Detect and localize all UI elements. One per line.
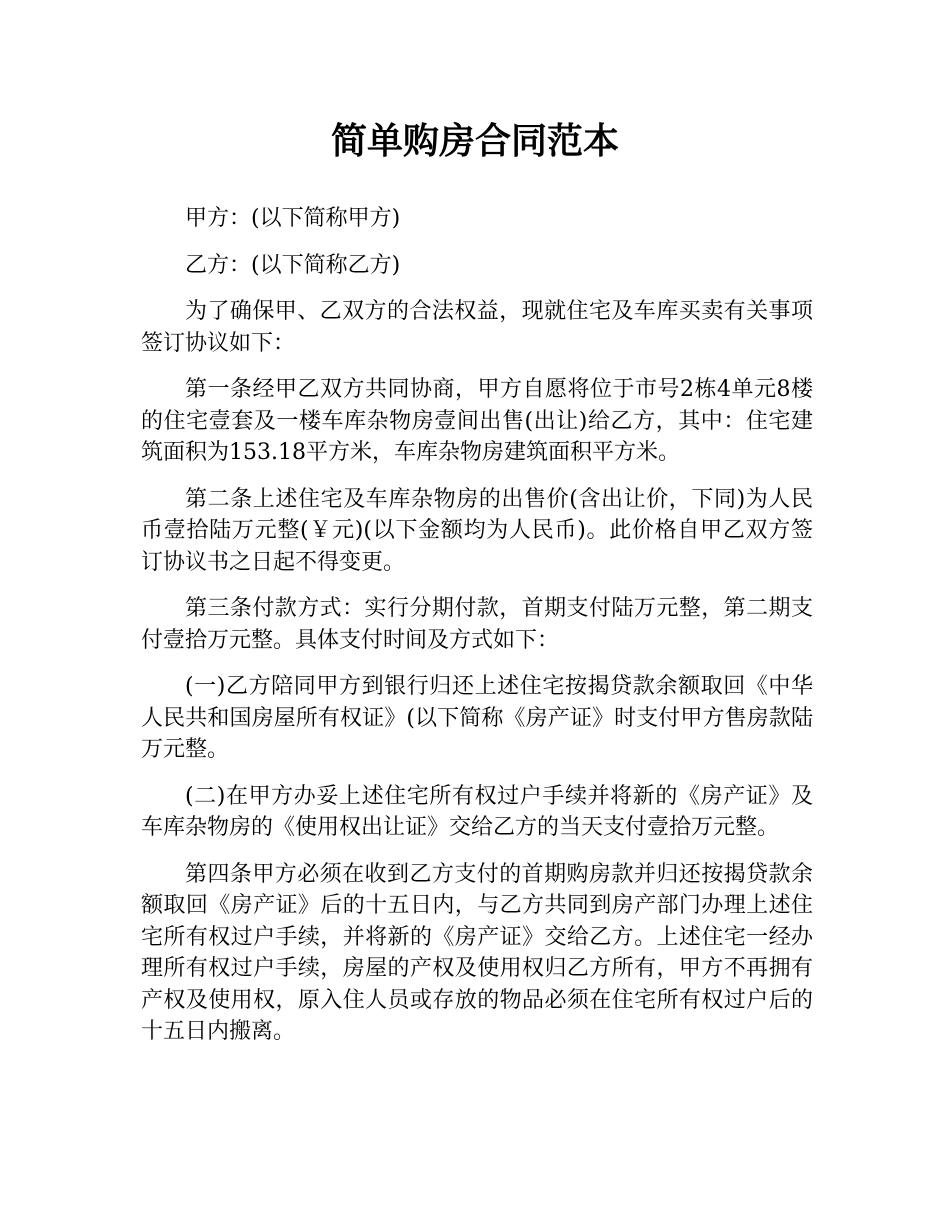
preamble-paragraph: 为了确保甲、乙双方的合法权益，现就住宅及车库买卖有关事项签订协议如下： bbox=[141, 299, 813, 356]
article-1-paragraph: 第一条经甲乙双方共同协商，甲方自愿将位于市号2栋4单元8楼的住宅壹套及一楼车库杂物房壹间出售(出让)给乙方，其中：住宅建筑面积为153.18平方米，车库杂物房建筑面积平方米。 bbox=[141, 377, 813, 465]
article-4-paragraph: 第四条甲方必须在收到乙方支付的首期购房款并归还按揭贷款余额取回《房产证》后的十五日内，与乙方共同到房产部门办理上述住宅所有权过户手续，并将新的《房产证》交给乙方。上述住宅一经办理所有权过户手续，房屋的产权及使用权归乙方所有，甲方不再拥有产权及使用权，原入住人员或存放的物品必须在住宅所有权过户后的十五日内搬离。 bbox=[141, 861, 813, 1044]
article-2-paragraph: 第二条上述住宅及车库杂物房的出售价(含出让价，下同)为人民币壹拾陆万元整(￥元)(以下金额均为人民币)。此价格自甲乙双方签订协议书之日起不得变更。 bbox=[141, 486, 813, 575]
article-3-item-1-paragraph: (一)乙方陪同甲方到银行归还上述住宅按揭贷款余额取回《中华人民共和国房屋所有权证》(以下简称《房产证》时支付甲方售房款陆万元整。 bbox=[141, 674, 813, 762]
article-3-item-2-paragraph: (二)在甲方办妥上述住宅所有权过户手续并将新的《房产证》及车库杂物房的《使用权出让证》交给乙方的当天支付壹拾万元整。 bbox=[141, 783, 813, 840]
article-3-paragraph: 第三条付款方式：实行分期付款，首期支付陆万元整，第二期支付壹拾万元整。具体支付时间及方式如下： bbox=[141, 596, 813, 653]
party-a-line: 甲方：(以下简称甲方) bbox=[185, 206, 401, 231]
document-body bbox=[141, 203, 813, 1063]
document-title: 简单购房合同范本 bbox=[330, 121, 619, 162]
party-b-line: 乙方：(以下简称乙方) bbox=[185, 252, 401, 278]
